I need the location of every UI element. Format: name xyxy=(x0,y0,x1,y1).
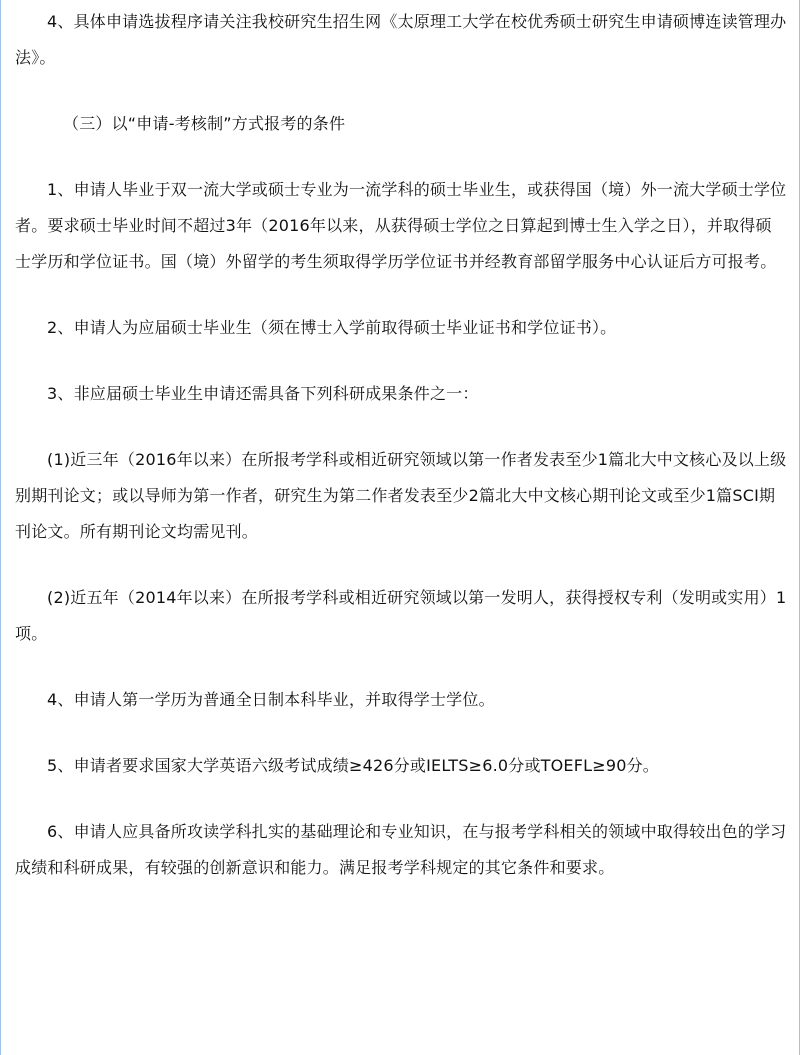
article-body xyxy=(15,0,787,886)
paragraph-condition-2: 2、申请人为应届硕士毕业生（须在博士入学前取得硕士毕业证书和学位证书）。 xyxy=(47,318,617,337)
paragraph-condition-3-item-2: (2)近五年（2014年以来）在所报考学科或相近研究领域以第一发明人，获得授权专利（发明或实用）1项。 xyxy=(15,588,787,643)
paragraph-condition-1: 1、申请人毕业于双一流大学或硕士专业为一流学科的硕士毕业生，或获得国（境）外一流大学硕士学位者。要求硕士毕业时间不超过3年（2016年以来，从获得硕士学位之日算起到博士生入学之日），并取得硕士学历和学位证书。国（境）外留学的考生须取得学历学位证书并经教育部留学服务中心认证后方可报考。 xyxy=(15,180,787,271)
paragraph-condition-5: 5、申请者要求国家大学英语六级考试成绩≥426分或IELTS≥6.0分或TOEFL≥90分。 xyxy=(47,756,660,775)
paragraph-selection-procedure: 4、具体申请选拔程序请关注我校研究生招生网《太原理工大学在校优秀硕士研究生申请硕博连读管理办法》。 xyxy=(15,12,787,67)
paragraph-condition-3-item-1: (1)近三年（2016年以来）在所报考学科或相近研究领域以第一作者发表至少1篇北大中文核心及以上级别期刊论文；或以导师为第一作者，研究生为第二作者发表至少2篇北大中文核心期刊论文或至少1篇SCI期刊论文。所有期刊论文均需见刊。 xyxy=(15,450,787,541)
section-heading-application-assessment: （三）以“申请-考核制”方式报考的条件 xyxy=(63,114,346,133)
paragraph-condition-4: 4、申请人第一学历为普通全日制本科毕业，并取得学士学位。 xyxy=(47,690,495,709)
paragraph-condition-3: 3、非应届硕士毕业生申请还需具备下列科研成果条件之一： xyxy=(47,384,479,403)
paragraph-condition-6: 6、申请人应具备所攻读学科扎实的基础理论和专业知识，在与报考学科相关的领域中取得较出色的学习成绩和科研成果，有较强的创新意识和能力。满足报考学科规定的其它条件和要求。 xyxy=(15,822,787,877)
